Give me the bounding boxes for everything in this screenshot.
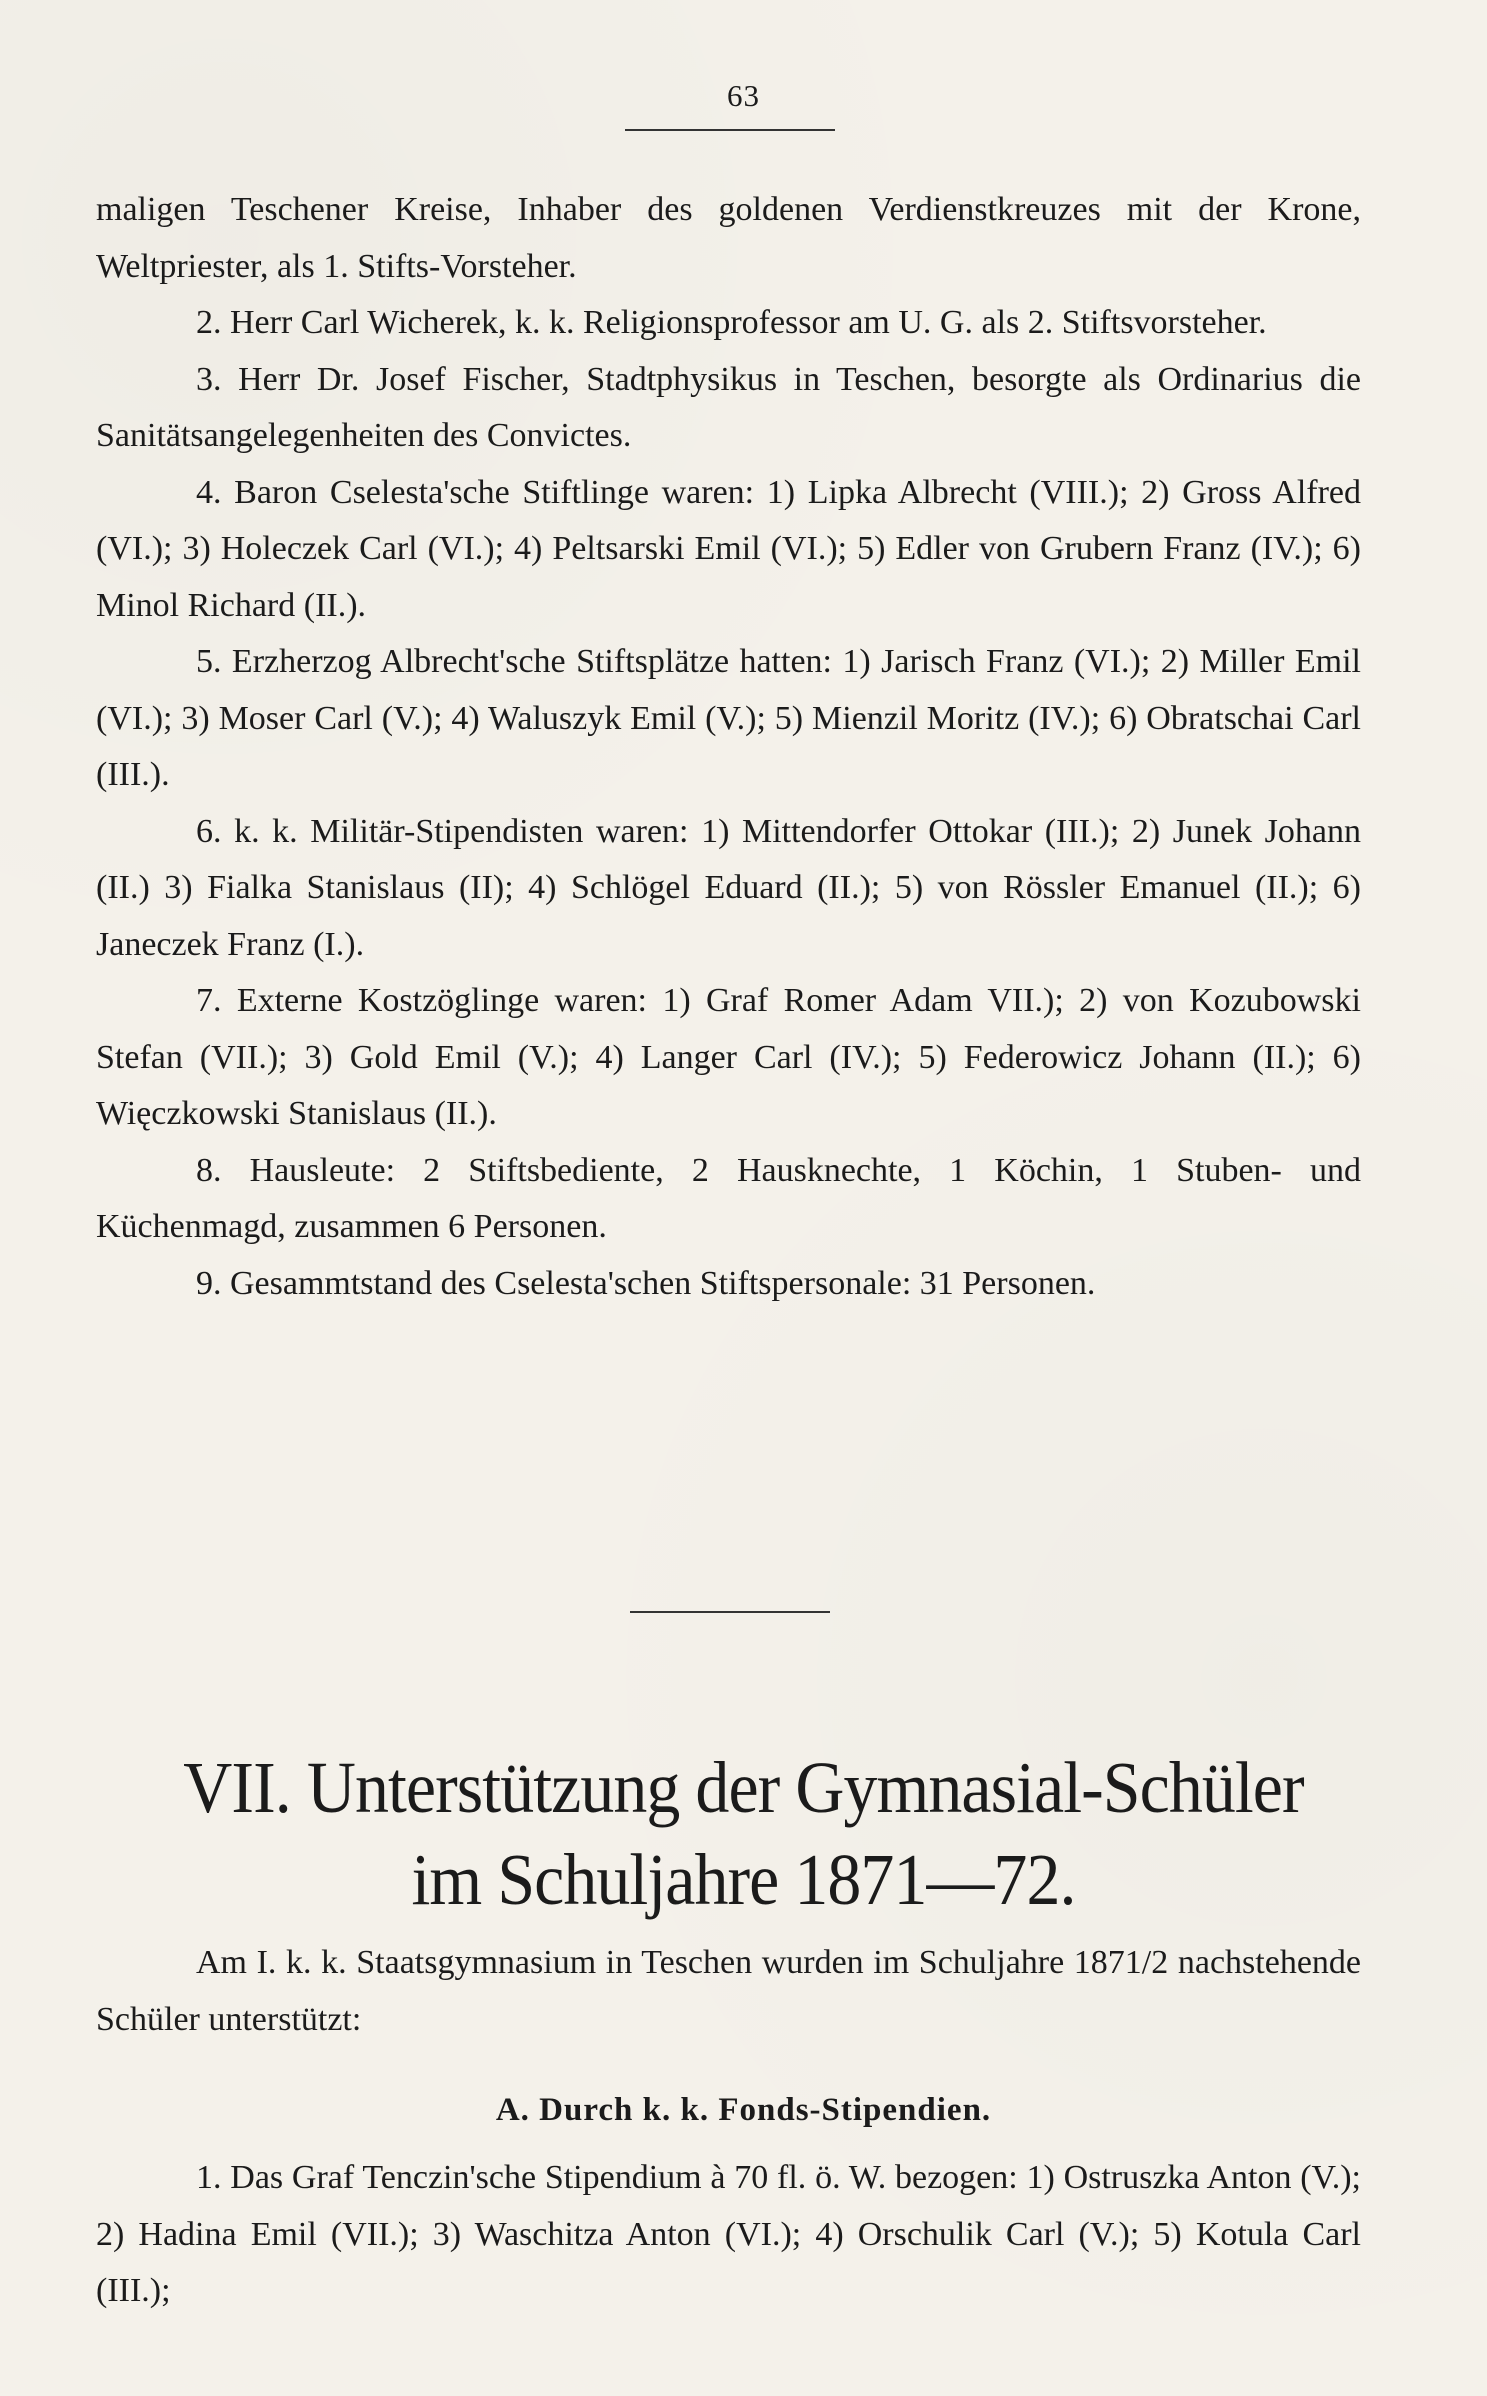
top-divider bbox=[625, 129, 835, 131]
section-heading-line-2: im Schuljahre 1871—72. bbox=[411, 1839, 1076, 1920]
paragraph-1: maligen Teschener Kreise, Inhaber des goldenen Verdienstkreuzes mit der Krone, Weltpriester, als 1. Stifts-Vorsteher. bbox=[96, 191, 1361, 285]
section-intro bbox=[96, 1935, 1361, 2048]
paragraph-8: 8. Hausleute: 2 Stiftsbediente, 2 Hausknechte, 1 Köchin, 1 Stuben- und Küchenmagd, zusammen 6 Personen. bbox=[96, 1151, 1361, 1245]
stipend-item-1: 1. Das Graf Tenczin'sche Stipendium à 70 fl. ö. W. bezogen: 1) Ostruszka Anton (V.); 2) Hadina Emil (VII.); 3) Waschitza Anton (VI.); 4) Orschulik Carl (V.); 5) Kotula Carl (III.); bbox=[96, 2159, 1361, 2309]
section-heading bbox=[117, 1742, 1370, 1926]
paragraph-4: 4. Baron Cselesta'sche Stiftlinge waren: 1) Lipka Albrecht (VIII.); 2) Gross Alfred (VI.); 3) Holeczek Carl (VI.); 4) Peltsarski Emil (VI.); 5) Edler von Grubern Franz (IV.); 6) Minol Richard (II.). bbox=[96, 473, 1361, 624]
subsection-heading: A. Durch k. k. Fonds-Stipendien. bbox=[495, 2092, 992, 2128]
paragraph-3: 3. Herr Dr. Josef Fischer, Stadtphysikus in Teschen, besorgte als Ordinarius die Sanitätsangelegenheiten des Convictes. bbox=[96, 360, 1361, 454]
stipend-list bbox=[96, 2150, 1361, 2320]
stift-personnel-text bbox=[96, 182, 1361, 1312]
paragraph-9: 9. Gesammtstand des Cselesta'schen Stiftspersonale: 31 Personen. bbox=[196, 1264, 1096, 1302]
paragraph-6: 6. k. k. Militär-Stipendisten waren: 1) Mittendorfer Ottokar (III.); 2) Junek Johann (II.) 3) Fialka Stanislaus (II); 4) Schlögel Eduard (II.); 5) von Rössler Emanuel (II.); 6) Janeczek Franz (I.). bbox=[96, 812, 1361, 963]
paragraph-2: 2. Herr Carl Wicherek, k. k. Religionsprofessor am U. G. als 2. Stiftsvorsteher. bbox=[196, 304, 1267, 341]
paragraph-7: 7. Externe Kostzöglinge waren: 1) Graf Romer Adam VII.); 2) von Kozubowski Stefan (VII.); 3) Gold Emil (V.); 4) Langer Carl (IV.); 5) Federowicz Johann (II.); 6) Więczkowski Stanislaus (II.). bbox=[96, 982, 1361, 1132]
section-heading-line-1: VII. Unterstützung der Gymnasial-Schüler bbox=[183, 1747, 1304, 1828]
page-number: 63 bbox=[727, 78, 760, 113]
section-divider bbox=[630, 1611, 830, 1613]
paragraph-5: 5. Erzherzog Albrecht'sche Stiftsplätze hatten: 1) Jarisch Franz (VI.); 2) Miller Emil (VI.); 3) Moser Carl (V.); 4) Waluszyk Emil (V.); 5) Mienzil Moritz (IV.); 6) Obratschai Carl (III.). bbox=[96, 643, 1361, 793]
intro-paragraph: Am I. k. k. Staatsgymnasium in Teschen wurden im Schuljahre 1871/2 nachstehende Schüler unterstützt: bbox=[96, 1944, 1361, 2038]
